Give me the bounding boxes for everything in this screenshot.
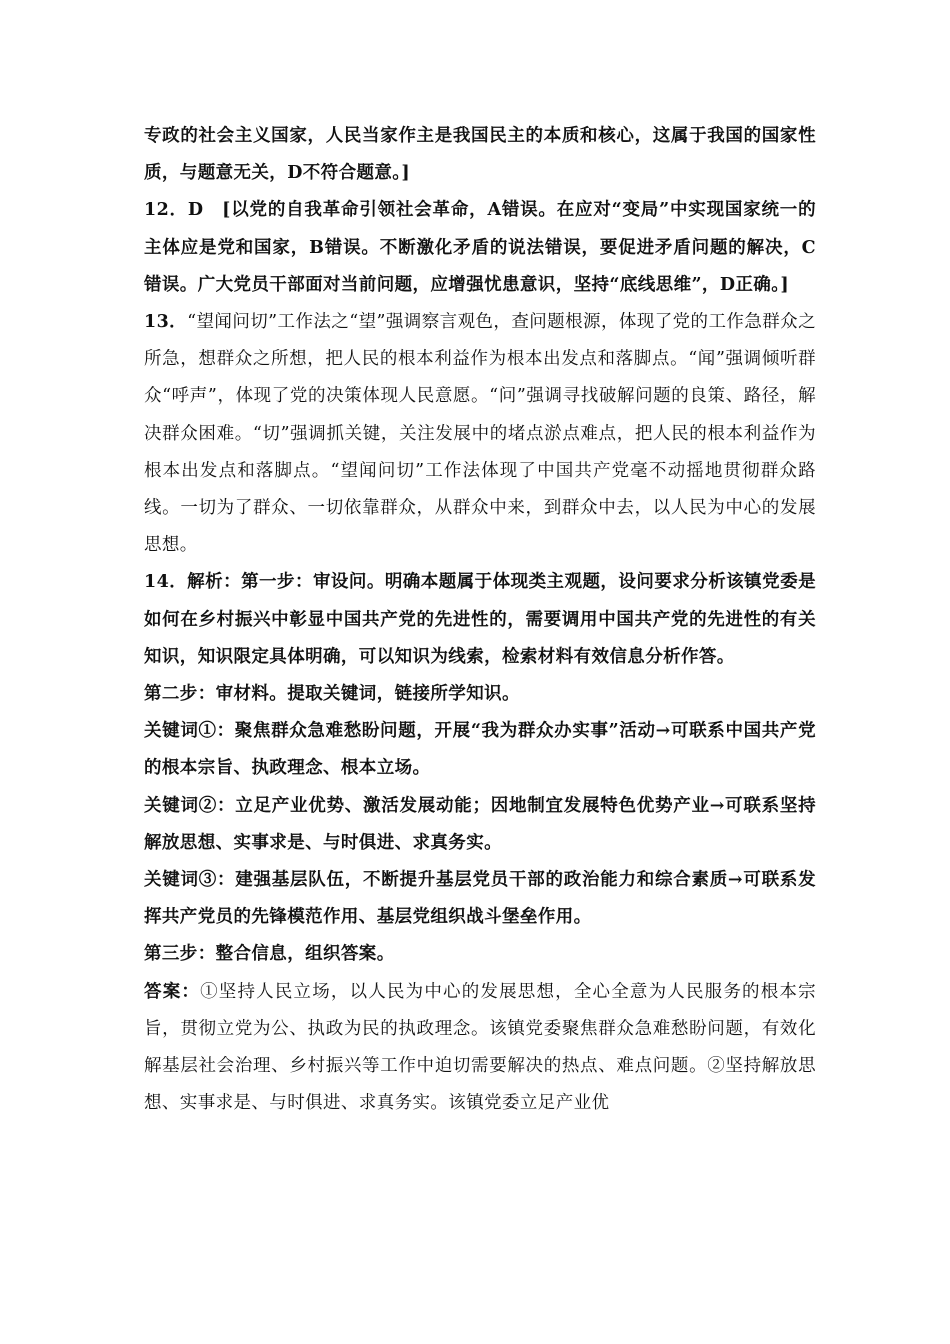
paragraph-q11-continued (144, 118, 816, 192)
paragraph-q12 (144, 192, 816, 304)
paragraph-text: ①坚持人民立场，以人民为中心的发展思想，全心全意为人民服务的根本宗旨，贯彻立党为公、执政为民的执政理念。该镇党委聚焦群众急难愁盼问题，有效化解基层社会治理、乡村振兴等工作中迫切需要解决的热点、难点问题。②坚持解放思想、实事求是、与时俱进、求真务实。该镇党委立足产业优 (144, 981, 817, 1114)
paragraph-text: 第三步：整合信息，组织答案。 (144, 944, 395, 965)
paragraph-step-two (144, 676, 816, 713)
paragraph-q14-analysis (144, 564, 816, 676)
paragraph-text: 专政的社会主义国家，人民当家作主是我国民主的本质和核心，这属于我国的国家性质，与题意无关，D不符合题意。] (144, 126, 816, 184)
question-label: 14．解析： (144, 572, 242, 593)
answer-label: 答案： (144, 981, 201, 1002)
paragraph-text: 关键词②：立足产业优势、激活发展动能；因地制宜发展特色优势产业→可联系坚持解放思想、实事求是、与时俱进、求真务实。 (144, 795, 816, 853)
paragraph-text: [以党的自我革命引领社会革命，A错误。在应对“变局”中实现国家统一的主体应是党和国家，B错误。不断激化矛盾的说法错误，要促进矛盾问题的解决，C错误。广大党员干部面对当前问题，应增强忧患意识，坚持“底线思维”，D正确。] (144, 200, 816, 295)
question-label: 12．D (144, 200, 223, 221)
question-label: 13． (144, 312, 188, 333)
paragraph-text: 关键词③：建强基层队伍，不断提升基层党员干部的政治能力和综合素质→可联系发挥共产党员的先锋模范作用、基层党组织战斗堡垒作用。 (144, 870, 816, 928)
paragraph-text: 关键词①：聚焦群众急难愁盼问题，开展“我为群众办实事”活动→可联系中国共产党的根本宗旨、执政理念、根本立场。 (144, 721, 816, 779)
paragraph-keyword-2 (144, 788, 816, 862)
document-page (144, 118, 816, 1122)
paragraph-q13 (144, 304, 816, 564)
paragraph-keyword-1 (144, 713, 816, 787)
paragraph-keyword-3 (144, 862, 816, 936)
paragraph-text: “望闻问切”工作法之“望”强调察言观色，查问题根源，体现了党的工作急群众之所急，想群众之所想，把人民的根本利益作为根本出发点和落脚点。“闻”强调倾听群众“呼声”，体现了党的决策体现人民意愿。“问”强调寻找破解问题的良策、路径，解决群众困难。“切”强调抓关键，关注发展中的堵点淤点难点，把人民的根本利益作为根本出发点和落脚点。“望闻问切”工作法体现了中国共产党毫不动摇地贯彻群众路线。一切为了群众、一切依靠群众，从群众中来，到群众中去，以人民为中心的发展思想。 (144, 312, 816, 556)
paragraph-step-three (144, 936, 816, 973)
paragraph-text: 第二步：审材料。提取关键词，链接所学知识。 (144, 684, 520, 705)
paragraph-text: 第一步：审设问。明确本题属于体现类主观题，设问要求分析该镇党委是如何在乡村振兴中彰显中国共产党的先进性的，需要调用中国共产党的先进性的有关知识，知识限定具体明确，可以知识为线索，检索材料有效信息分析作答。 (144, 572, 816, 667)
paragraph-answer (144, 974, 816, 1123)
